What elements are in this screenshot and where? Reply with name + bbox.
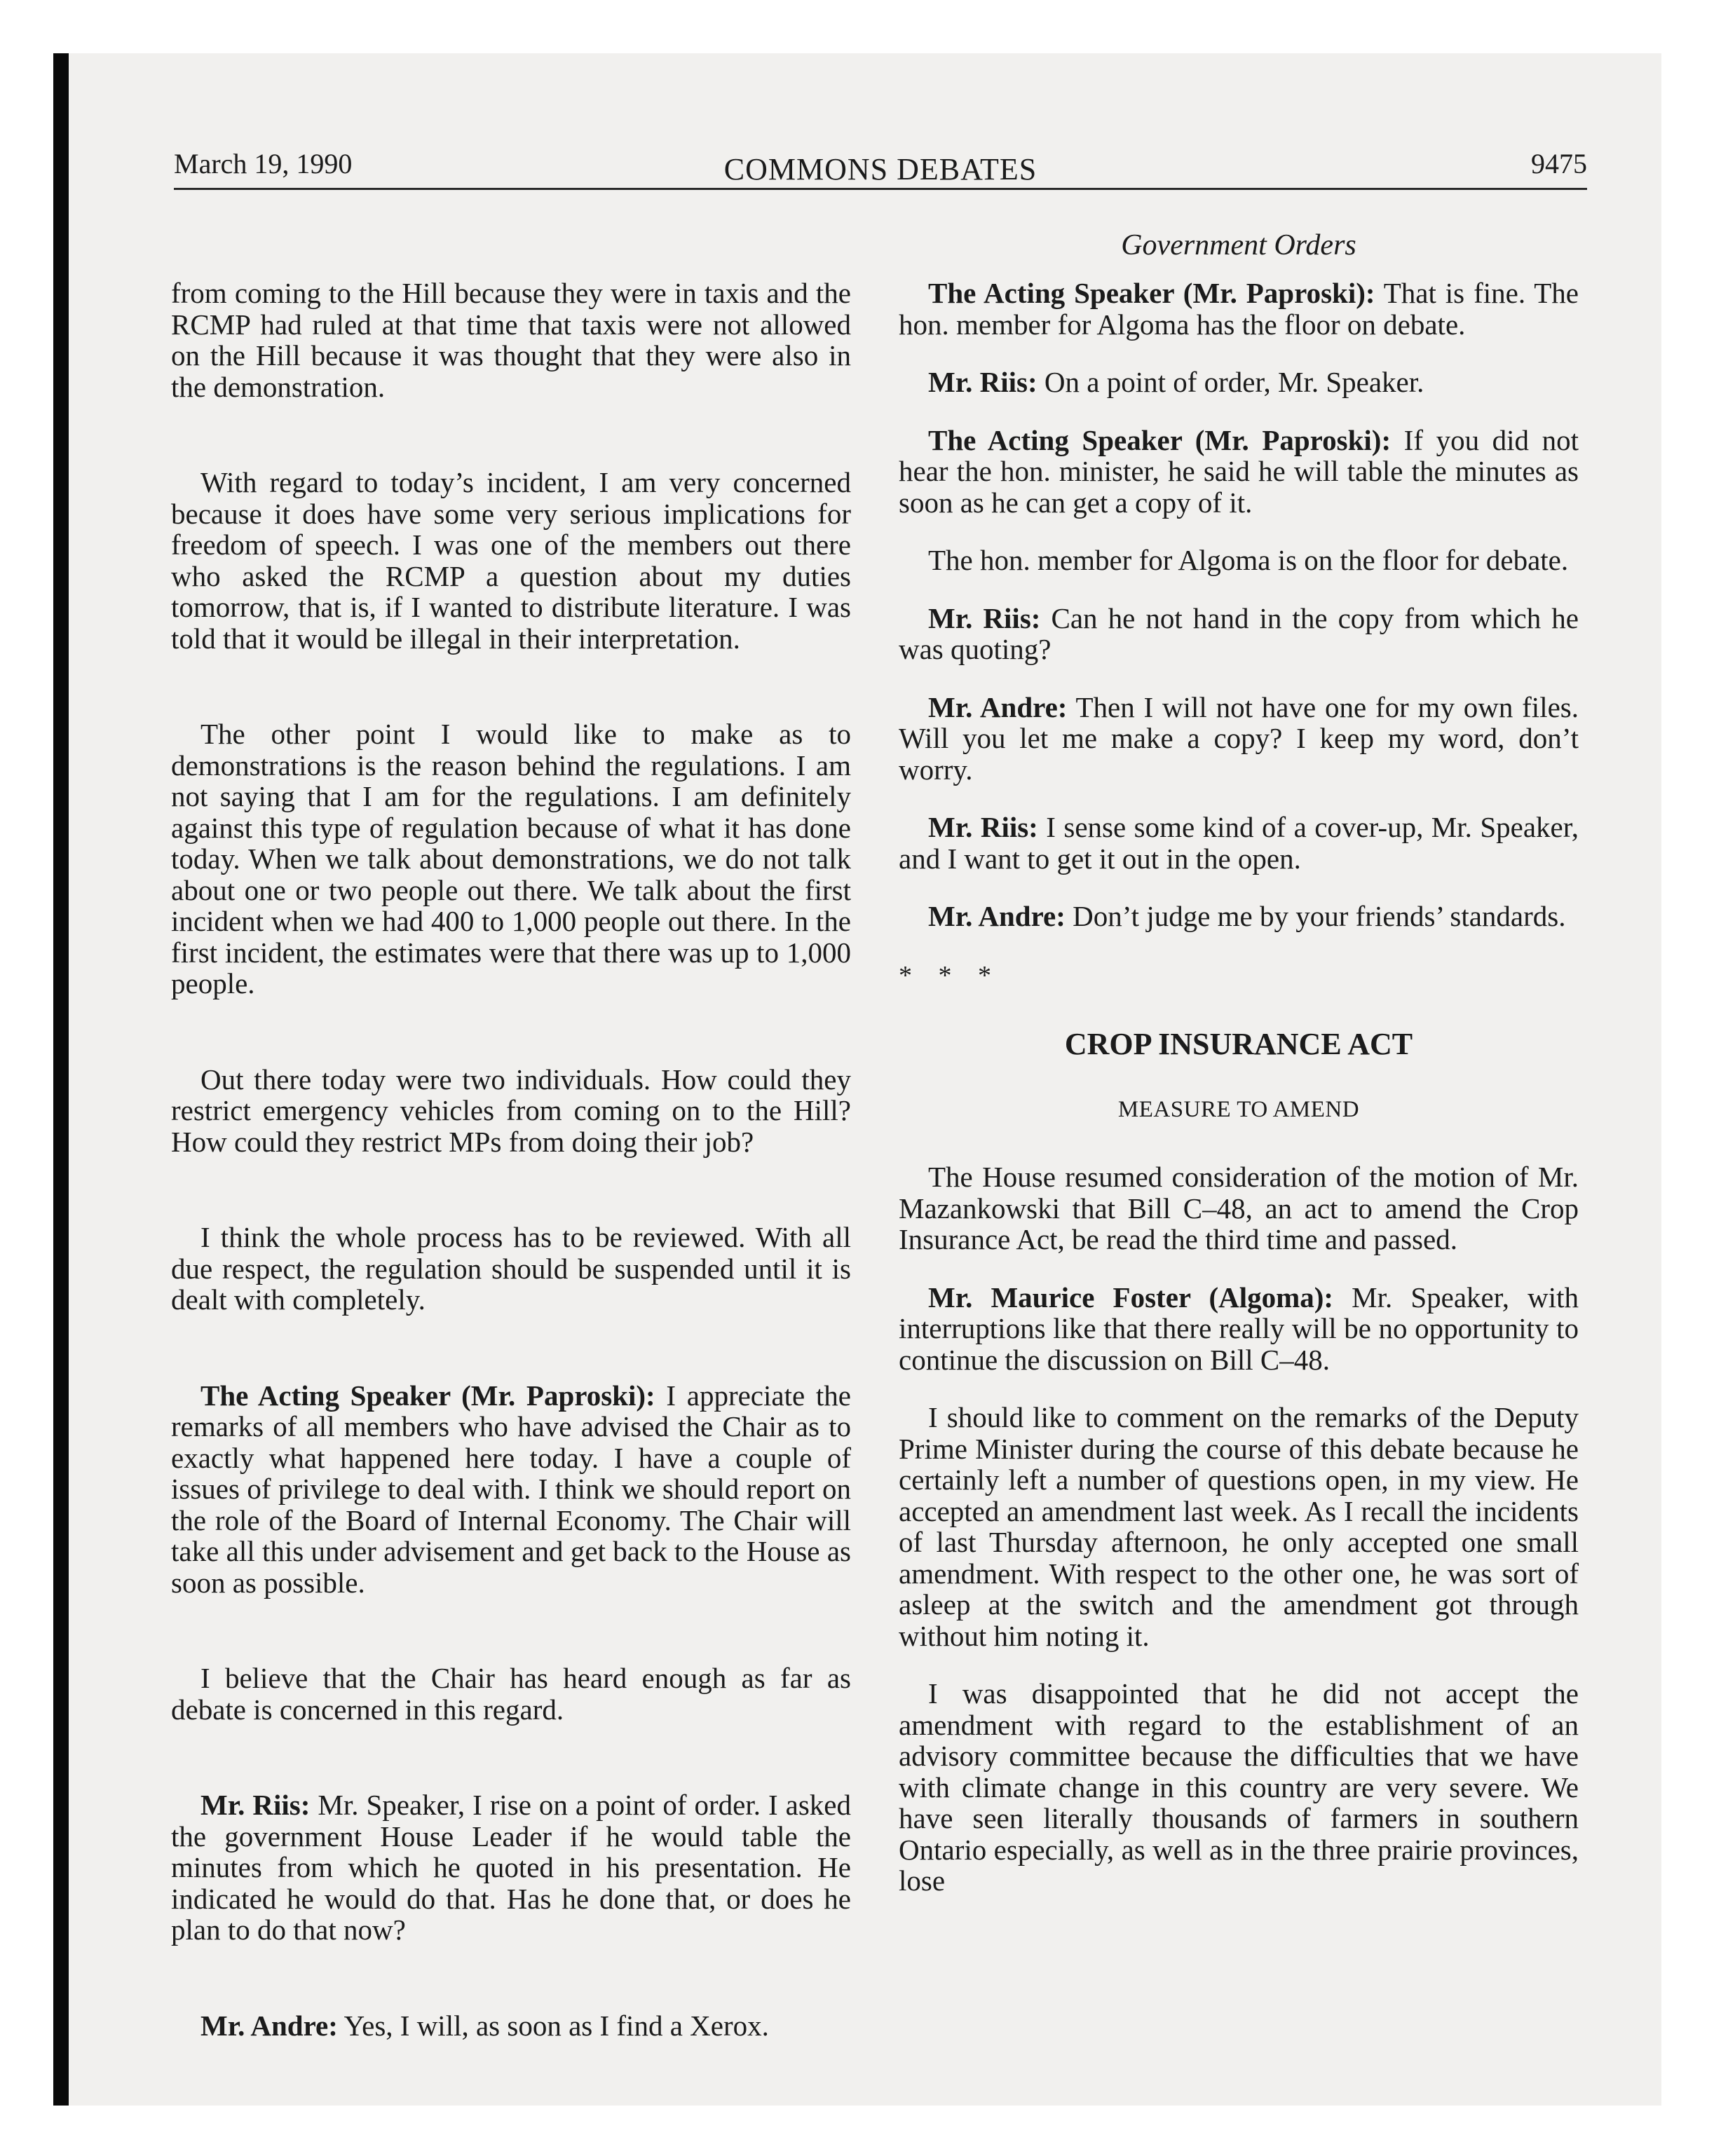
paragraph: I should like to comment on the remarks of the Deputy Prime Minister during the course of this debate because he certainly left a number of questions open, in my view. He accepted an amendment last week. As I recall the incidents of last Thursday afternoon, he only accepted one small amendment. With respect to the other one, he was sort of asleep at the switch and the amendment got through without him noting it.	[899, 1401, 1579, 1652]
speaker-name: The Acting Speaker (Mr. Paproski):	[928, 423, 1392, 456]
running-head	[174, 147, 1587, 190]
speech-paragraph: Mr. Andre: Don’t judge me by your friends’ standards.	[928, 900, 1566, 932]
paragraph: The hon. member for Algoma is on the floor for debate.	[928, 544, 1569, 576]
speech-paragraph: Mr. Riis: I sense some kind of a cover-up, Mr. Speaker, and I want to get it out in the open.	[899, 811, 1579, 875]
paragraph: The other point I would like to make as to demonstrations is the reason behind the regulations. I am not saying that I am for the regulations. I am definitely against this type of regulation because of what it has done today. When we talk about demonstrations, we do not talk about one or two people out there. We talk about the first incident when we had 400 to 1,000 people out there. In the first incident, the estimates were that there was up to 1,000 people.	[171, 718, 851, 999]
speaker-name: Mr. Maurice Foster (Algoma):	[928, 1281, 1334, 1314]
left-column	[171, 278, 851, 2041]
speaker-name: Mr. Andre:	[928, 690, 1068, 723]
speaker-name: Mr. Andre:	[200, 2009, 338, 2042]
scan-edge	[53, 53, 69, 2106]
paragraph: The House resumed consideration of the motion of Mr. Mazankowski that Bill C–48, an act to amend the Crop Insurance Act, be read the third time and passed.	[899, 1161, 1579, 1255]
speaker-name: Mr. Riis:	[200, 1789, 311, 1821]
bill-heading: CROP INSURANCE ACT	[1064, 1027, 1413, 1061]
speech-paragraph: The Acting Speaker (Mr. Paproski): That is fine. The hon. member for Algoma has the floor on debate.	[899, 277, 1579, 341]
speech-paragraph: Mr. Andre: Yes, I will, as soon as I find a Xerox.	[200, 2009, 769, 2042]
paragraph: With regard to today’s incident, I am very concerned because it does have some very serious implications for freedom of speech. I was one of the members out there who asked the RCMP a question about my duties tomorrow, that is, if I wanted to distribute literature. I was told that it would be illegal in their interpretation.	[171, 466, 851, 655]
speech-paragraph: Mr. Maurice Foster (Algoma): Mr. Speaker, with interruptions like that there really will be no opportunity to continue the discussion on Bill C–48.	[899, 1281, 1579, 1376]
speech-paragraph: Mr. Riis: On a point of order, Mr. Speaker.	[928, 366, 1424, 398]
speaker-name: Mr. Riis:	[928, 601, 1041, 634]
speaker-name: Mr. Riis:	[928, 811, 1038, 843]
section-separator: * * *	[899, 960, 1001, 990]
header-page-number: 9475	[1531, 148, 1587, 179]
paragraph: Out there today were two individuals. How could they restrict emergency vehicles from coming on to the Hill? How could they restrict MPs from doing their job?	[171, 1063, 851, 1158]
paragraph: I was disappointed that he did not accept the amendment with regard to the establishment of an advisory committee because the difficulties that we have with climate change in this country are very severe. We have seen literally thousands of farmers in southern Ontario especially, as well as in the three prairie provinces, lose	[899, 1677, 1579, 1897]
header-date: March 19, 1990	[174, 148, 353, 179]
right-column	[899, 278, 1579, 1897]
speaker-name: The Acting Speaker (Mr. Paproski):	[200, 1379, 655, 1412]
speech-paragraph: Mr. Andre: Then I will not have one for my own files. Will you let me make a copy? I keep my word, don’t worry.	[899, 690, 1579, 786]
paragraph: I believe that the Chair has heard enough as far as debate is concerned in this regard.	[171, 1662, 851, 1726]
paragraph: I think the whole process has to be reviewed. With all due respect, the regulation should be suspended until it is dealt with completely.	[171, 1221, 851, 1316]
speech-paragraph: Mr. Riis: Mr. Speaker, I rise on a point of order. I asked the government House Leader if he would table the minutes from which he quoted in his presentation. He indicated he would do that. Has he done that, or does he plan to do that now?	[171, 1789, 851, 1946]
speech-paragraph: The Acting Speaker (Mr. Paproski): If you did not hear the hon. minister, he said he will table the minutes as soon as he can get a copy of it.	[899, 423, 1579, 519]
bill-subheading: MEASURE TO AMEND	[1117, 1096, 1360, 1122]
header-publication: COMMONS DEBATES	[723, 152, 1037, 186]
speaker-name: Mr. Riis:	[928, 366, 1037, 398]
section-label: Government Orders	[1121, 229, 1356, 261]
paragraph: from coming to the Hill because they were in taxis and the RCMP had ruled at that time that taxis were not allowed on the Hill because it was thought that they were also in the demonstration.	[171, 277, 851, 403]
speech-paragraph: Mr. Riis: Can he not hand in the copy from which he was quoting?	[899, 601, 1579, 665]
speaker-name: The Acting Speaker (Mr. Paproski):	[928, 277, 1375, 309]
speech-paragraph: The Acting Speaker (Mr. Paproski): I appreciate the remarks of all members who have advised the Chair as to exactly what happened here today. I have a couple of issues of privilege to deal with. I think we should report on the role of the Board of Internal Economy. The Chair will take all this under advisement and get back to the House as soon as possible.	[171, 1379, 851, 1599]
speaker-name: Mr. Andre:	[928, 900, 1066, 932]
